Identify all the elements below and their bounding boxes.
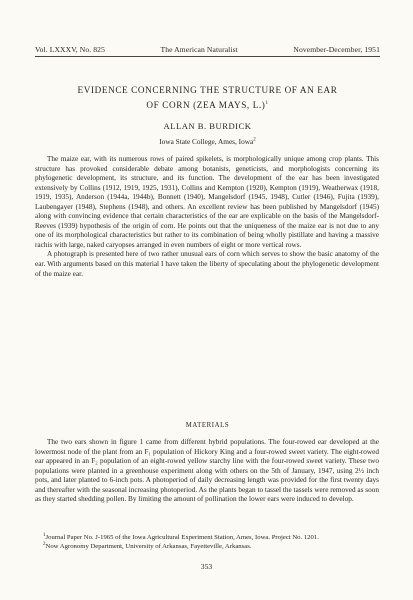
footnote-text: Now Agronomy Department, University of Arkansas, Fayetteville, Arkansas. (45, 542, 252, 550)
paragraph: The maize ear, with its numerous rows of paired spikelets, is morphologically unique among crop plants. This structure has provoked considerable debate among botanists, geneticists, and morphologists concerning its phylogenetic development, its structure, and its function. The development of the ear has been investigated extensively by Collins (1912, 1919, 1925, 1931), Collins and Kempton (1920), Kempton (1919), Weatherwax (1918, 1919, 1935), Anderson (1944a, 1944b), Bonnett (1940), Mangelsdorf (1945, 1948), Cutler (1946), Fujita (1939), Laubengayer (1948), Stephens (1948), and others. An excellent review has been published by Mangelsdorf (1945) along with convincing evidence that certain characteristics of the ear are explicable on the basis of the Mangelsdorf-Reeves (1939) hypothesis of the origin of corn. He points out that the uniqueness of the maize ear is not due to any one of its morphological characteristics but rather to its combination of being wholly pistillate and having a massive rachis with large, naked caryopses arranged in even numbers of eight or more vertical rows. (35, 155, 379, 249)
affiliation-footnote-mark: 2 (253, 137, 256, 143)
title-line-2 (36, 98, 379, 113)
title-footnote-mark: 1 (265, 100, 269, 106)
page-number: 353 (200, 562, 213, 571)
materials-text (35, 438, 379, 505)
header-date: November-December, 1951 (293, 45, 380, 54)
article-title (36, 83, 379, 113)
footnotes (35, 534, 379, 552)
paragraph: A photograph is presented here of two rather unusual ears of corn which serves to show the basic anatomy of the ear. With arguments based on this material I have taken the liberty of speculating about the phylogenetic development of the maize ear. (35, 250, 379, 278)
author-name: ALLAN B. BURDICK (163, 121, 252, 131)
title-line-2-text: OF CORN (ZEA MAYS, L.) (146, 100, 266, 110)
paragraph: The two ears shown in figure 1 came from different hybrid populations. The four-rowed ear developed at the lowermost node of the plant from an F₁ population of Hickory King and a four-rowed sweet variety. The eight-rowed ear appeared in an F₂ population of an eight-rowed yellow starchy line with the four-rowed sweet variety. These two populations were planted in a greenhouse experiment along with others on the 5th of January, 1947, using 2½ inch pots, and later planted to 6-inch pots. A photoperiod of daily decreasing length was provided for the first twenty days and thereafter with the seasonal increasing photoperiod. As the plants began to tassel the tassels were removed as soon as they started shedding pollen. By limiting the amount of pollination the lower ears were induced to develop. (35, 438, 379, 504)
running-header (35, 40, 380, 57)
author-affiliation (36, 137, 379, 146)
header-volume: Vol. LXXXV, No. 825 (35, 45, 105, 54)
affiliation-text: Iowa State College, Ames, Iowa (159, 137, 254, 146)
section-heading-materials: MATERIALS (185, 422, 230, 429)
title-line-1: EVIDENCE CONCERNING THE STRUCTURE OF AN EAR (77, 85, 338, 95)
footnote-mark: 2 (43, 541, 46, 547)
footnote-mark: 1 (43, 532, 46, 538)
introduction-text (35, 155, 379, 279)
footnote (35, 543, 379, 552)
header-journal: The American Naturalist (160, 45, 238, 54)
footnote (35, 534, 379, 543)
footnote-text: Journal Paper No. J-1965 of the Iowa Agricultural Experiment Station, Ames, Iowa. Project No. 1201. (45, 534, 319, 541)
